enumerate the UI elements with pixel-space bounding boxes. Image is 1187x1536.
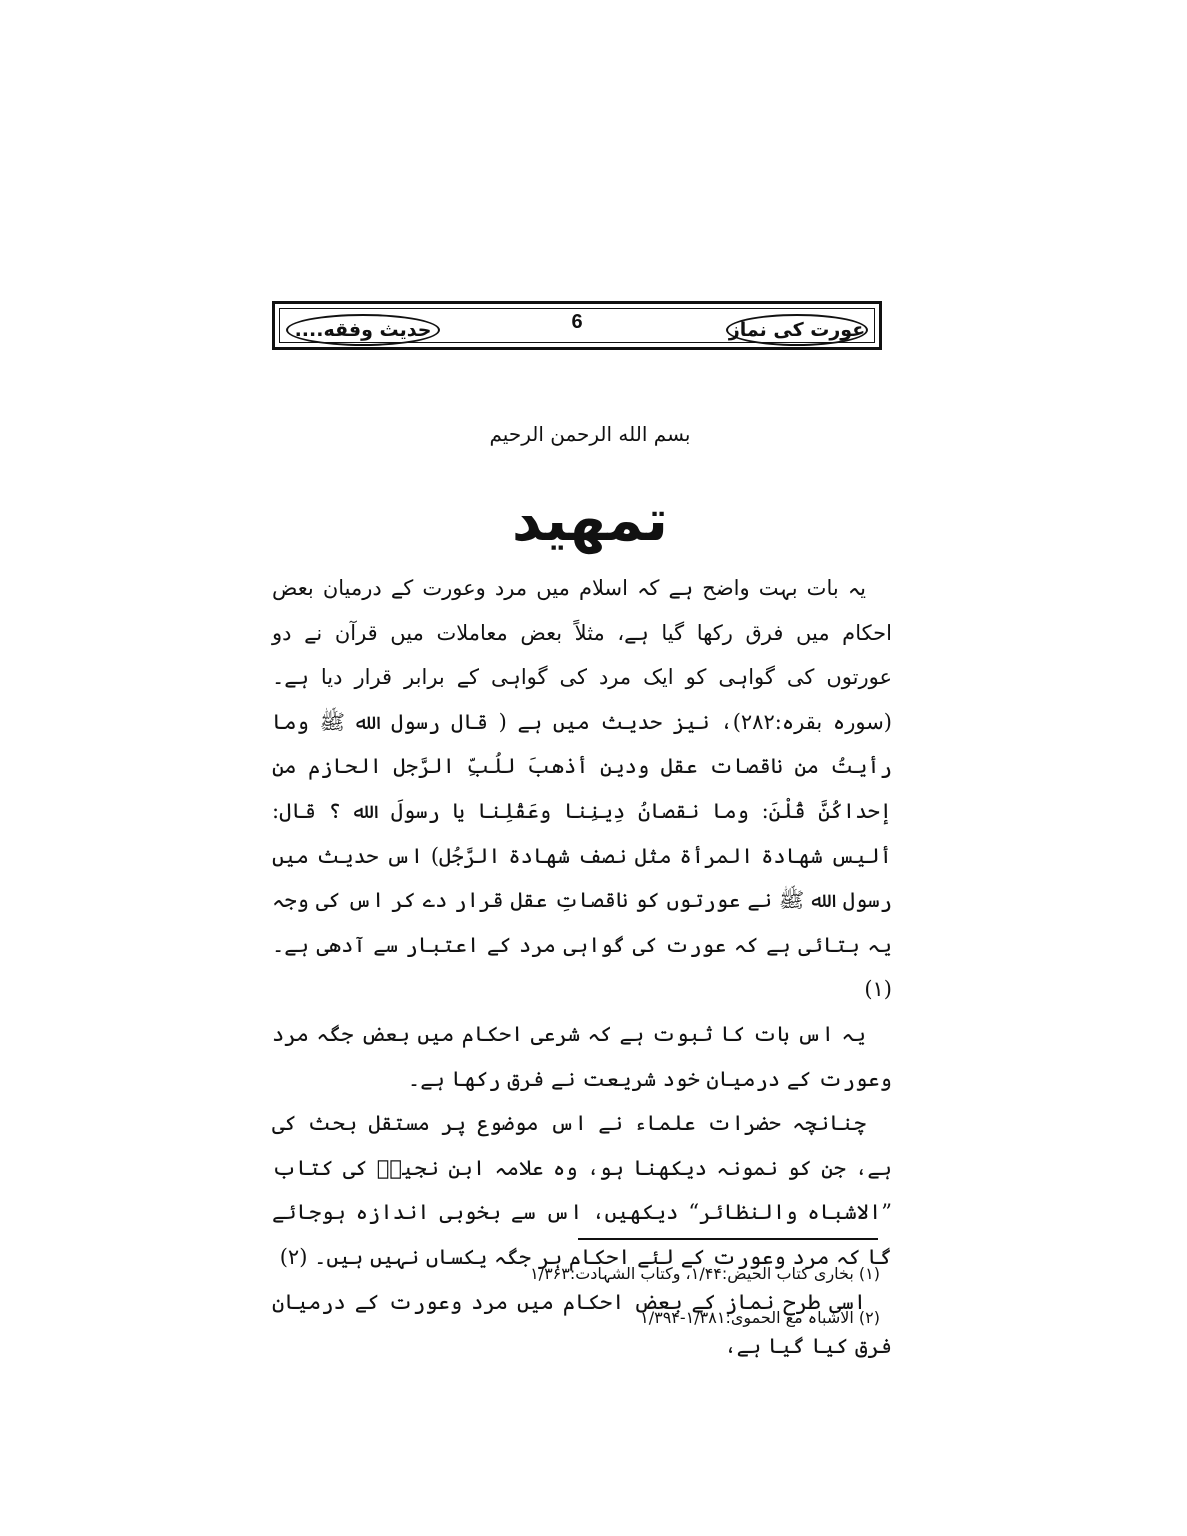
running-header [272,301,882,350]
paragraph-2: یہ اس بات کا ثبوت ہے کہ شرعی احکام میں بعض جگہ مرد وعورت کے درمیان خود شریعت نے فرق رکھا ہے۔ [272,1021,892,1091]
running-header-inner [279,308,875,343]
series-title-oval: حدیث وفقه.... [286,314,440,346]
paragraph-1: یہ بات بہت واضح ہے کہ اسلام میں مرد وعورت کے درمیان بعض احکام میں فرق رکھا گیا ہے، مثلاً بعض معاملات میں قرآن نے دو عورتوں کی گواہی کو ایک مرد کی گواہی کے برابر قرار دیا ہے۔ (سورہ بقرہ:۲۸۲)، نیز حدیث میں ہے ( قال رسول الله ﷺ وما رأيتُ من ناقصات عقل ودين أذهبَ للُبِّ الرَّجل الحازم من إحداكُنَّ قُلْنَ: وما نقصانُ دِينِنا وعَقْلِنا يا رسولَ الله ؟ قال: أليس شهادة المرأة مثل نصف شهادة الرَّجُل) اس حدیث میں رسول الله ﷺ نے عورتوں کو ناقصاتِ عقل قرار دے کر اس کی وجہ یہ بتائی ہے کہ عورت کی گواہی مرد کے اعتبار سے آدھی ہے۔ (۱) [272,576,892,1002]
footnotes [520,1252,880,1340]
paragraph-4: اسی طرح نماز کے بعض احکام میں مرد وعورت کے درمیان فرق کیا گیا ہے، [272,1289,892,1359]
footnote-2: (۲) الاشباہ مع الحموی:۱/۳۸۱-۱/۳۹۴ [640,1308,880,1327]
page-title: تمهید [511,486,669,554]
body-text [272,566,892,1369]
footnote-divider [578,1238,878,1240]
paragraph-3: چنانچہ حضرات علماء نے اس موضوع پر مستقل بحث کی ہے، جن کو نمونہ دیکھنا ہو، وہ علامہ ابن نجیمؒ کی کتاب ”الاشباہ والنظائر“ دیکھیں، اس سے بخوبی اندازہ ہوجائے گا کہ مرد وعورت کے لئے احکام ہر جگہ یکساں نہیں ہیں۔ (۲) [272,1111,892,1269]
page-number: 6 [571,311,583,333]
footnote-1: (۱) بخاری کتاب الحیض:۱/۴۴، وکتاب الشہادت:۱/۳۶۳ [530,1264,880,1283]
book-title-oval: عورت کی نماز [726,314,868,346]
bismillah: بسم الله الرحمن الرحيم [489,422,691,446]
